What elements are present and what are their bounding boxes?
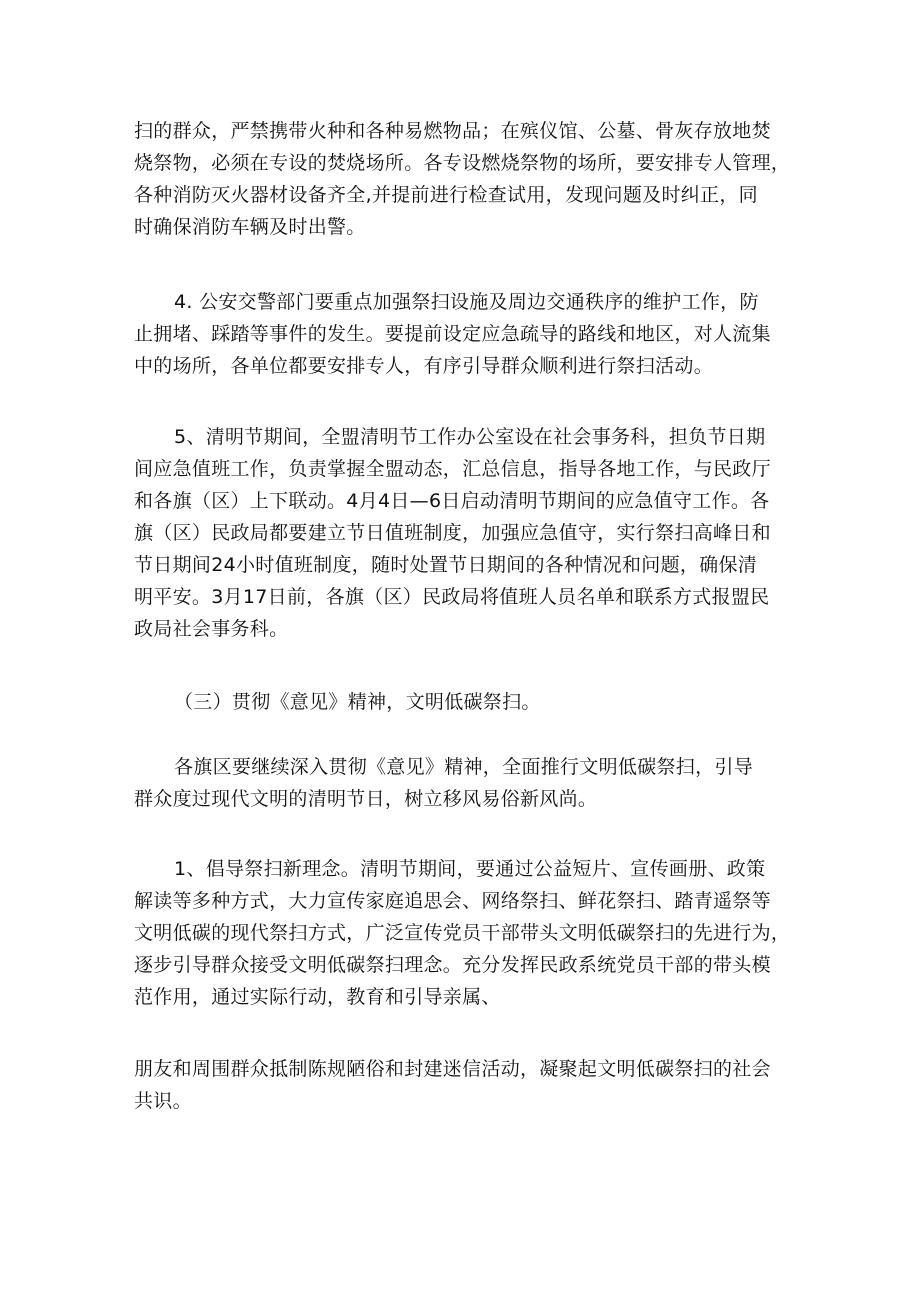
text-line: 明平安。3月17日前，各旗（区）民政局将值班人员名单和联系方式报盟民 [134,586,770,608]
text-line: 扫的群众，严禁携带火种和各种易燃物品；在殡仪馆、公墓、骨灰存放地焚 [134,120,771,142]
text-line: 中的场所，各单位都要安排专人，有序引导群众顺利进行祭扫活动。 [134,355,714,377]
paragraph-duty-office [134,421,794,645]
text-line: 1、倡导祭扫新理念。清明节期间，要通过公益短片、宣传画册、政策 [174,858,766,880]
paragraph-new-concept [134,853,794,1013]
text-line: 各种消防灭火器材设备齐全,并提前进行检查试用，发现问题及时纠正，同 [134,184,758,206]
paragraph-implement-opinion [134,751,794,815]
text-line: 止拥堵、踩踏等事件的发生。要提前设定应急疏导的路线和地区，对人流集 [134,323,771,345]
text-line: 共识。 [134,1090,192,1112]
text-line: 时确保消防车辆及时出警。 [134,216,366,238]
text-line: 朋友和周围群众抵制陈规陋俗和封建迷信活动，凝聚起文明低碳祭扫的社会 [134,1058,771,1080]
paragraph-traffic-police [134,286,794,382]
text-line: 节日期间24小时值班制度，随时处置节日期间的各种情况和问题，确保清 [134,554,758,576]
text-line: 范作用，通过实际行动，教育和引导亲属、 [134,986,501,1008]
text-line: 间应急值班工作，负责掌握全盟动态，汇总信息，指导各地工作，与民政厅 [134,458,771,480]
text-line: 文明低碳的现代祭扫方式，广泛宣传党员干部带头文明低碳祭扫的先进行为， [134,922,791,944]
text-line: 4. 公安交警部门要重点加强祭扫设施及周边交通秩序的维护工作，防 [174,291,759,313]
paragraph-fire-safety [134,115,794,243]
section-heading-text: （三）贯彻《意见》精神，文明低碳祭扫。 [174,691,541,713]
text-line: 烧祭物，必须在专设的焚烧场所。各专设燃烧祭物的场所，要安排专人管理， [134,152,791,174]
text-line: 和各旗（区）上下联动。4月4日—6日启动清明节期间的应急值守工作。各 [134,490,770,512]
text-line: 群众度过现代文明的清明节日，树立移风易俗新风尚。 [134,788,598,810]
text-line: 解读等多种方式，大力宣传家庭追思会、网络祭扫、鲜花祭扫、踏青遥祭等 [134,890,771,912]
text-line: 政局社会事务科。 [134,618,289,640]
text-line: 旗（区）民政局都要建立节日值班制度，加强应急值守，实行祭扫高峰日和 [134,522,771,544]
text-line: 各旗区要继续深入贯彻《意见》精神，全面推行文明低碳祭扫，引导 [174,756,754,778]
text-line: 5、清明节期间，全盟清明节工作办公室设在社会事务科，担负节日期 [174,426,766,448]
text-line: 逐步引导群众接受文明低碳祭扫理念。充分发挥民政系统党员干部的带头模 [134,954,771,976]
section-heading [134,686,794,718]
paragraph-consensus [134,1053,794,1117]
